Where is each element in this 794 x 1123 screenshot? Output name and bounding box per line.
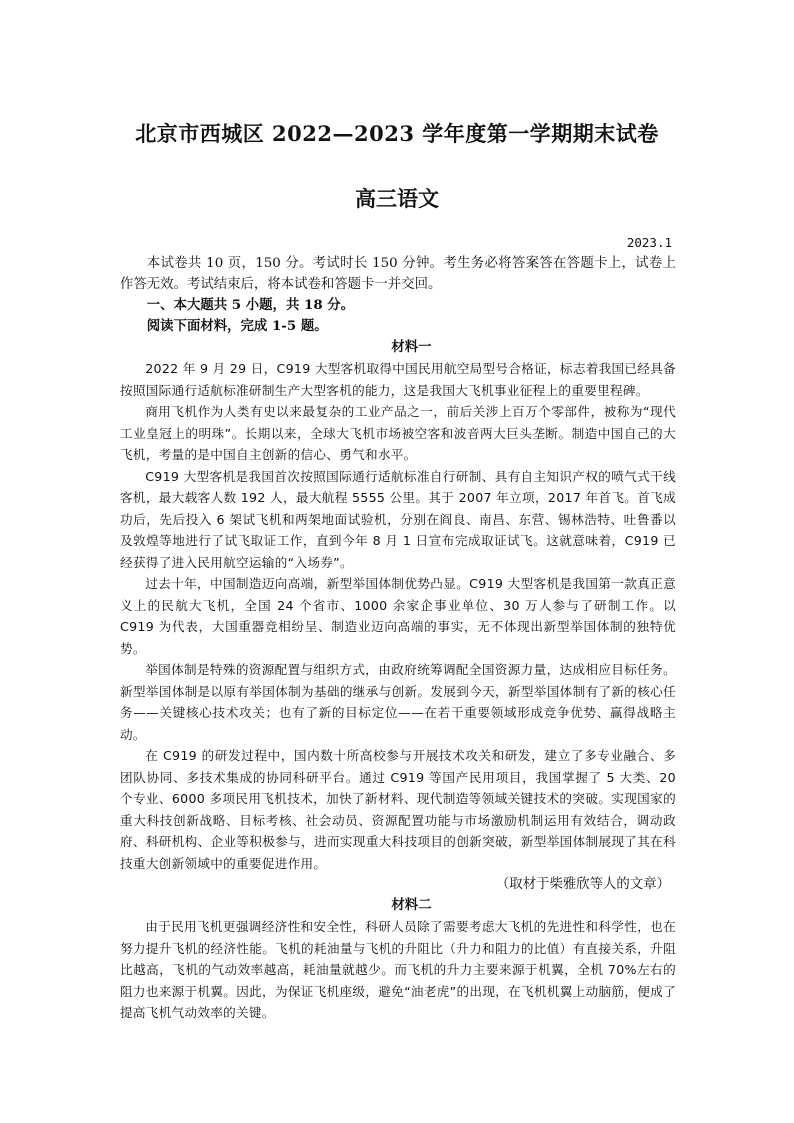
paragraph: 由于民用飞机更强调经济性和安全性，科研人员除了需要考虑大飞机的先进性和科学性，也在努力提升飞机的经济性能。飞机的耗油量与飞机的升阻比（升力和阻力的比值）有直接关系，升阻比越高，飞机的气动效率越高，耗油量就越少。而飞机的升力主要来源于机翼，全机 70%左右的阻力也来源于机翼。因此，为保证飞机座级，避免“油老虎”的出现，在飞机机翼上动脑筋，便成了提高飞机气动效率的关键。 [120,919,676,1020]
exam-date: 2023.1 [626,235,672,250]
paragraph: 举国体制是特殊的资源配置与组织方式，由政府统筹调配全国资源力量，达成相应目标任务。新型举国体制是以原有举国体制为基础的继承与创新。发展到今天，新型举国体制有了新的核心任务——关键核心技术攻关；也有了新的目标定位——在若干重要领域形成竞争优势、赢得战略主动。 [120,662,676,742]
material-1-text [120,358,676,874]
exam-instructions: 本试卷共 10 页，150 分。考试时长 150 分钟。考生务必将答案答在答题卡上，试卷上作答无效。考试结束后，将本试卷和答题卡一并交回。 [120,256,676,292]
paragraph: 商用飞机作为人类有史以来最复杂的工业产品之一，前后关涉上百万个零部件，被称为“现代工业皇冠上的明珠”。长期以来，全球大飞机市场被空客和波音两大巨头垄断。制造中国自己的大飞机，考量的是中国自主创新的信心、勇气和水平。 [120,404,676,462]
exam-title: 北京市西城区 2022—2023 学年度第一学期期末试卷 [135,121,659,146]
material-1-source: （取材于柴雅欣等人的文章） [495,877,670,892]
material-2-text [120,916,676,1024]
exam-subject: 高三语文 [355,186,439,211]
paragraph: 在 C919 的研发过程中，国内数十所高校参与开展技术攻关和研发，建立了多专业融合、多团队协同、多技术集成的协同科研平台。通过 C919 等国产民用项目，我国掌握了 5 大类、20 个专业、6000 多项民用飞机技术，加快了新材料、现代制造等领域关键技术的突破。实现国家的重大科技创新战略、目标考核、社会动员、资源配置功能与市场激励机制运用有效结合，调动政府、科研机构、企业等积极参与，进而实现重大科技项目的创新突破，新型举国体制展现了其在科技重大创新领域中的重要促进作用。 [120,748,676,871]
paragraph: 过去十年，中国制造迈向高端，新型举国体制优势凸显。C919 大型客机是我国第一款真正意义上的民航大飞机，全国 24 个省市、1000 余家企事业单位、30 万人参与了研制工作。以 C919 为代表，大国重器竞相纷呈、制造业迈向高端的事实，无不体现出新型举国体制的独特优势。 [120,576,676,656]
section-heading: 一、本大题共 5 小题，共 18 分。 [146,297,355,313]
material-1-heading: 材料一 [391,339,432,355]
material-2-heading: 材料二 [391,897,432,913]
paragraph: C919 大型客机是我国首次按照国际通行适航标准自行研制、具有自主知识产权的喷气式干线客机，最大载客人数 192 人，最大航程 5555 公里。其于 2007 年立项，2017 年首飞。首飞成功后，先后投入 6 架试飞机和两架地面试验机，分别在阎良、南昌、东营、锡林浩特、吐鲁番以及敦煌等地进行了试飞取证工作，直到今年 8 月 1 日宣布完成取证试飞。这就意味着，C919 已经获得了进入民用航空运输的“入场券”。 [120,468,676,570]
reading-instruction: 阅读下面材料，完成 1-5 题。 [146,318,328,334]
exam-body [120,253,676,1024]
paragraph: 2022 年 9 月 29 日，C919 大型客机取得中国民用航空局型号合格证，标志着我国已经具备按照国际通行适航标准研制生产大型客机的能力，这是我国大飞机事业征程上的重要里程碑。 [120,361,676,398]
